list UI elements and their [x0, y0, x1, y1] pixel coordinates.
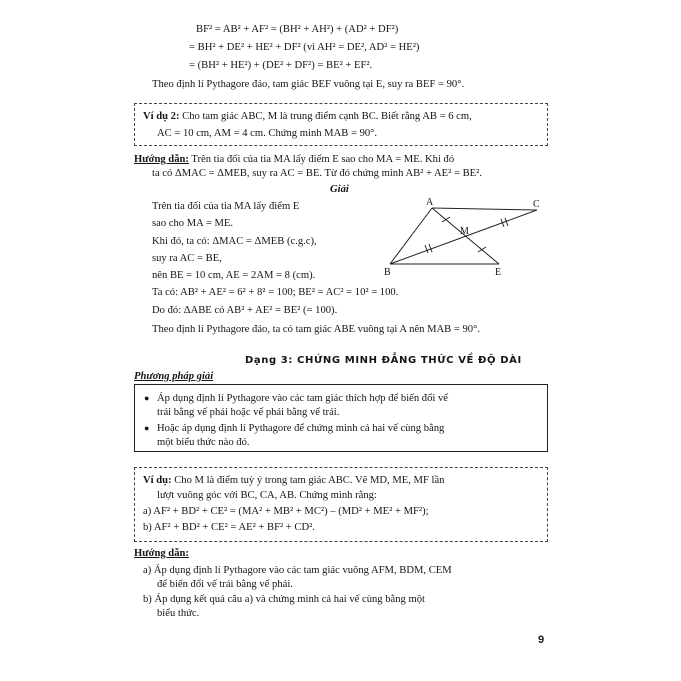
example-3-text-1: Cho M là điểm tuỳ ý trong tam giác ABC. Vẽ MD, ME, MF lần [171, 475, 445, 486]
hint-3-line-2: để biến đổi vế trái bằng vế phải. [157, 579, 293, 590]
solution-line-3: Khi đó, ta có: ΔMAC = ΔMEB (c.g.c), [152, 236, 317, 247]
solution-line-6: Ta có: AB² + AE² = 6² + 8² = 100; BE² = AC² = 10² = 100. [152, 287, 399, 298]
example-2-line-1 [143, 110, 472, 123]
hint-3-line-3: b) Áp dụng kết quả câu a) và chứng minh cả hai vế cùng bằng một [143, 594, 425, 605]
example-3-line-2: lượt vuông góc với BC, CA, AB. Chứng minh rằng: [157, 490, 377, 501]
hint-2-text-1: Trên tia đối của tia MA lấy điểm E sao cho MA = ME. Khi đó [188, 154, 455, 165]
example-2-line-2: AC = 10 cm, AM = 4 cm. Chứng minh MAB = 90°. [157, 128, 378, 139]
solution-line-1: Trên tia đối của tia MA lấy điểm E [152, 201, 300, 212]
method-bullet-2-line-2: một biểu thức nào đó. [157, 437, 250, 448]
method-title: Phương pháp giải [134, 371, 214, 382]
example-2-text-1: Cho tam giác ABC, M là trung điểm cạnh BC. Biết rằng AB = 6 cm, [179, 111, 472, 122]
proof-line-2: = BH² + DE² + HE² + DF² (vì AH² = DE², AD² = HE²) [189, 42, 420, 53]
tick-bm-1 [425, 245, 428, 253]
hint-2-line-2: ta có ΔMAC = ΔMEB, suy ra AC = BE. Từ đó chứng minh AB² + AE² = BE². [152, 168, 482, 179]
example-2-label: Ví dụ 2: [143, 111, 180, 122]
hint-2-label: Hướng dẫn: [134, 154, 189, 165]
proof-line-3: = (BH² + HE²) + (DE² + DF²) = BE² + EF². [189, 60, 373, 71]
bullet-icon: ● [144, 393, 150, 403]
label-m: M [460, 226, 469, 237]
label-e: E [495, 267, 502, 278]
bullet-icon: ● [144, 423, 150, 433]
hint-3-line-4: biểu thức. [157, 608, 200, 619]
solution-line-7: Do đó: ΔABE có AB² + AE² = BE² (= 100). [152, 305, 338, 316]
solution-line-4: suy ra AC = BE, [152, 253, 222, 264]
triangle-figure [382, 196, 552, 278]
solution-line-5: nên BE = 10 cm, AE = 2AM = 8 (cm). [152, 270, 316, 281]
segment-bc [390, 210, 537, 264]
segment-ac [432, 208, 537, 210]
label-a: A [426, 197, 434, 208]
solution-line-2: sao cho MA = ME. [152, 218, 234, 229]
solution-heading: Giải [330, 184, 349, 195]
hint-3-line-1: a) Áp dụng định lí Pythagore vào các tam giác vuông AFM, BDM, CEM [143, 565, 452, 576]
label-b: B [384, 267, 391, 278]
proof-conclusion: Theo định lí Pythagore đảo, tam giác BEF vuông tại E, suy ra BEF = 90°. [152, 79, 465, 90]
example-3-part-a: a) AF² + BD² + CE² = (MA² + MB² + MC²) – (MD² + ME² + MF²); [143, 506, 429, 517]
method-bullet-2-line-1: Hoặc áp dụng định lí Pythagore để chứng minh cả hai vế cùng bằng [157, 423, 445, 434]
segment-ab [390, 208, 432, 264]
label-c: C [533, 199, 540, 210]
hint-3-label: Hướng dẫn: [134, 548, 189, 559]
solution-line-8: Theo định lí Pythagore đảo, ta có tam giác ABE vuông tại A nên MAB = 90°. [152, 324, 480, 335]
proof-line-1: BF² = AB² + AF² = (BH² + AH²) + (AD² + DF²) [196, 24, 399, 35]
example-3-line-1 [143, 474, 444, 487]
page-number: 9 [538, 634, 545, 646]
method-bullet-1-line-2: trái bằng vế phải hoặc vế phải bằng vế trái. [157, 407, 340, 418]
example-3-part-b: b) AF² + BD² + CE² = AE² + BF² + CD². [143, 522, 315, 533]
hint-2-line-1 [134, 153, 454, 166]
method-bullet-1-line-1: Áp dụng định lí Pythagore vào các tam giác thích hợp để biến đổi vế [157, 393, 448, 404]
example-3-label: Ví dụ: [143, 475, 172, 486]
section-title: Dạng 3: CHỨNG MINH ĐẲNG THỨC VỀ ĐỘ DÀI [245, 355, 522, 366]
tick-bm-2 [429, 244, 432, 252]
